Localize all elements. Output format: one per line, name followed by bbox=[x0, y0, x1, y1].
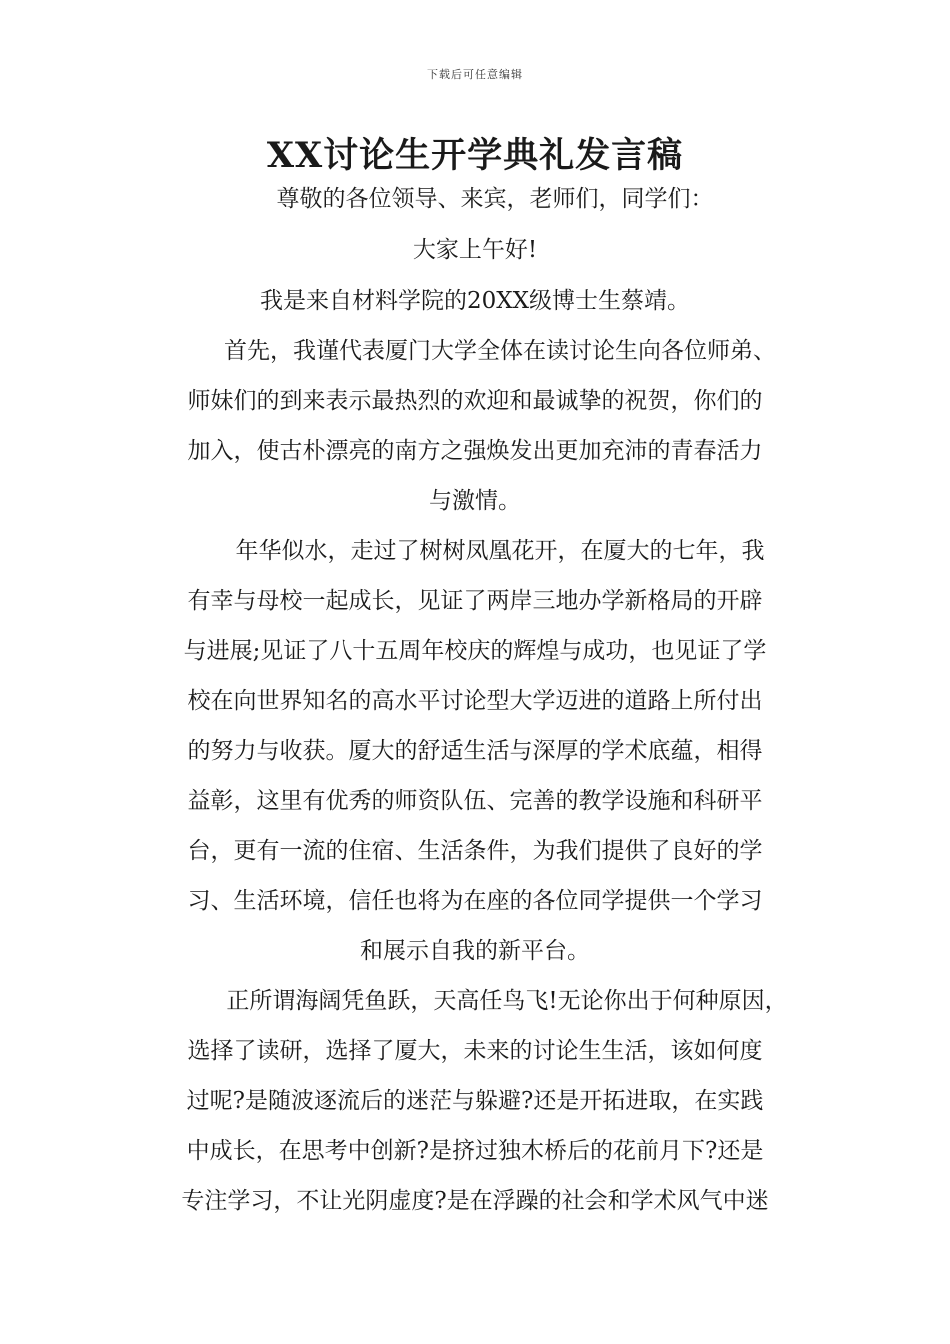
body-line: 益彰，这里有优秀的师资队伍、完善的教学设施和科研平 bbox=[187, 788, 763, 814]
body-line: 和展示自我的新平台。 bbox=[360, 938, 590, 964]
body-line: 与进展;见证了八十五周年校庆的辉煌与成功，也见证了学 bbox=[183, 638, 767, 664]
document-title: XX讨论生开学典礼发言稿 bbox=[266, 135, 684, 176]
body-line: 我是来自材料学院的20XX级博士生蔡靖。 bbox=[259, 288, 690, 314]
body-line: 首先，我谨代表厦门大学全体在读讨论生向各位师弟、 bbox=[224, 338, 776, 364]
body-line: 选择了读研，选择了厦大，未来的讨论生生活，该如何度 bbox=[187, 1038, 763, 1064]
body-line: 年华似水，走过了树树凤凰花开，在厦大的七年，我 bbox=[235, 538, 765, 564]
body-line: 大家上午好! bbox=[412, 237, 538, 263]
body-line: 正所谓海阔凭鱼跃，天高任鸟飞!无论你出于何种原因， bbox=[226, 988, 788, 1014]
body-line: 有幸与母校一起成长，见证了两岸三地办学新格局的开辟 bbox=[187, 588, 763, 614]
body-line: 加入，使古朴漂亮的南方之强焕发出更加充沛的青春活力 bbox=[187, 438, 763, 464]
download-note: 下载后可任意编辑 bbox=[427, 68, 523, 81]
body-line: 专注学习，不让光阴虚度?是在浮躁的社会和学术风气中迷 bbox=[181, 1188, 769, 1214]
body-line: 与激情。 bbox=[429, 488, 521, 514]
body-line: 的努力与收获。厦大的舒适生活与深厚的学术底蕴，相得 bbox=[187, 738, 763, 764]
body-line: 中成长，在思考中创新?是挤过独木桥后的花前月下?还是 bbox=[186, 1138, 764, 1164]
body-line: 尊敬的各位领导、来宾，老师们，同学们： bbox=[276, 186, 714, 212]
body-line: 习、生活环境，信任也将为在座的各位同学提供一个学习 bbox=[187, 888, 763, 914]
body-line: 台，更有一流的住宿、生活条件，为我们提供了良好的学 bbox=[187, 838, 763, 864]
body-line: 过呢?是随波逐流后的迷茫与躲避?还是开拓进取，在实践 bbox=[186, 1088, 764, 1114]
body-line: 师妹们的到来表示最热烈的欢迎和最诚挚的祝贺，你们的 bbox=[187, 388, 763, 414]
body-line: 校在向世界知名的高水平讨论型大学迈进的道路上所付出 bbox=[187, 688, 763, 714]
